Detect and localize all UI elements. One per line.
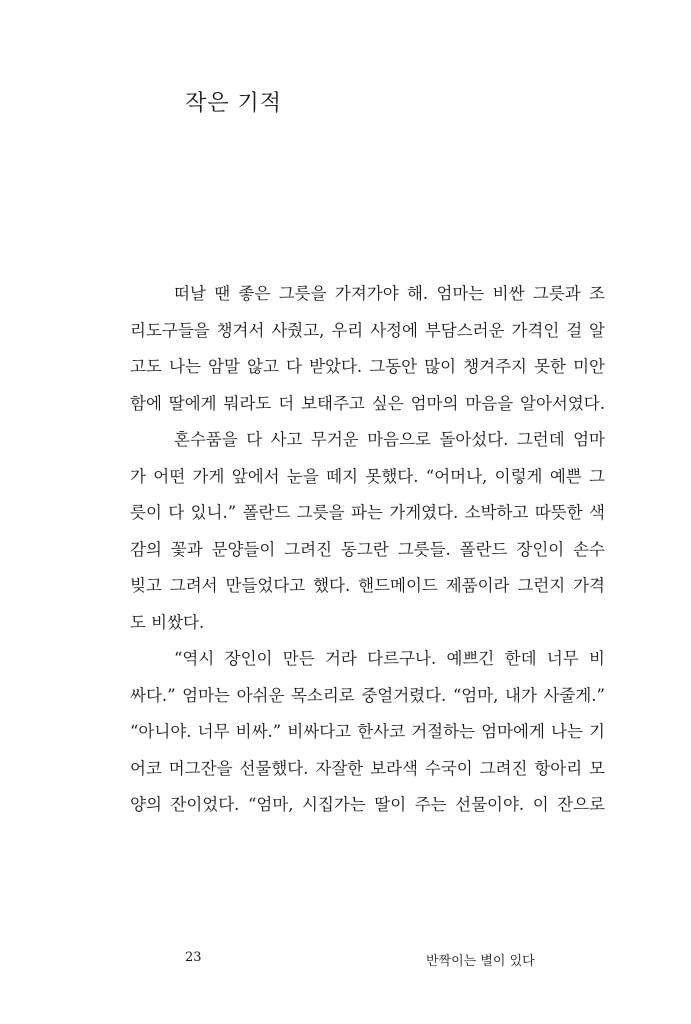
text-line: 어코 머그잔을 선물했다. 자잘한 보라색 수국이 그려진 항아리 모 xyxy=(130,758,605,778)
text-line: 양의 잔이었다. “엄마, 시집가는 딸이 주는 선물이야. 이 잔으로 xyxy=(130,795,605,814)
text-line: 고도 나는 암말 않고 다 받았다. 그동안 많이 챙겨주지 못한 미안 xyxy=(130,357,605,376)
text-line: “역시 장인이 만든 거라 다르구나. 예쁘긴 한데 너무 비 xyxy=(174,649,605,668)
text-line: 혼수품을 다 사고 무거운 마음으로 돌아섰다. 그런데 엄마 xyxy=(174,430,605,449)
text-line: 빚고 그려서 만들었다고 했다. 핸드메이드 제품이라 그런지 가격 xyxy=(130,576,605,595)
text-line: 함에 딸에게 뭐라도 더 보태주고 싶은 엄마의 마음을 알아서였다. xyxy=(130,393,605,413)
chapter-title: 작은 기적 xyxy=(185,91,283,116)
text-line: 릇이 다 있니.” 폴란드 그릇을 파는 가게였다. 소박하고 따뜻한 색 xyxy=(130,503,605,522)
text-line: 떠날 땐 좋은 그릇을 가져가야 해. 엄마는 비싼 그릇과 조 xyxy=(174,284,605,303)
book-title: 반짝이는 별이 있다 xyxy=(426,954,535,969)
page-number: 23 xyxy=(185,950,202,965)
text-line: 도 비쌌다. xyxy=(130,612,205,632)
text-line: 가 어떤 가게 앞에서 눈을 떼지 못했다. “어머나, 이렇게 예쁜 그 xyxy=(130,466,605,486)
text-line: 리도구들을 챙겨서 사줬고, 우리 사정에 부담스러운 가격인 걸 알 xyxy=(130,320,605,340)
text-line: “아니야. 너무 비싸.” 비싸다고 한사코 거절하는 엄마에게 나는 기 xyxy=(130,722,605,741)
text-line: 싸다.” 엄마는 아쉬운 목소리로 중얼거렸다. “엄마, 내가 사줄게.” xyxy=(130,685,605,705)
text-line: 감의 꽃과 문양들이 그려진 동그란 그릇들. 폴란드 장인이 손수 xyxy=(130,539,605,559)
body-text xyxy=(130,276,605,824)
